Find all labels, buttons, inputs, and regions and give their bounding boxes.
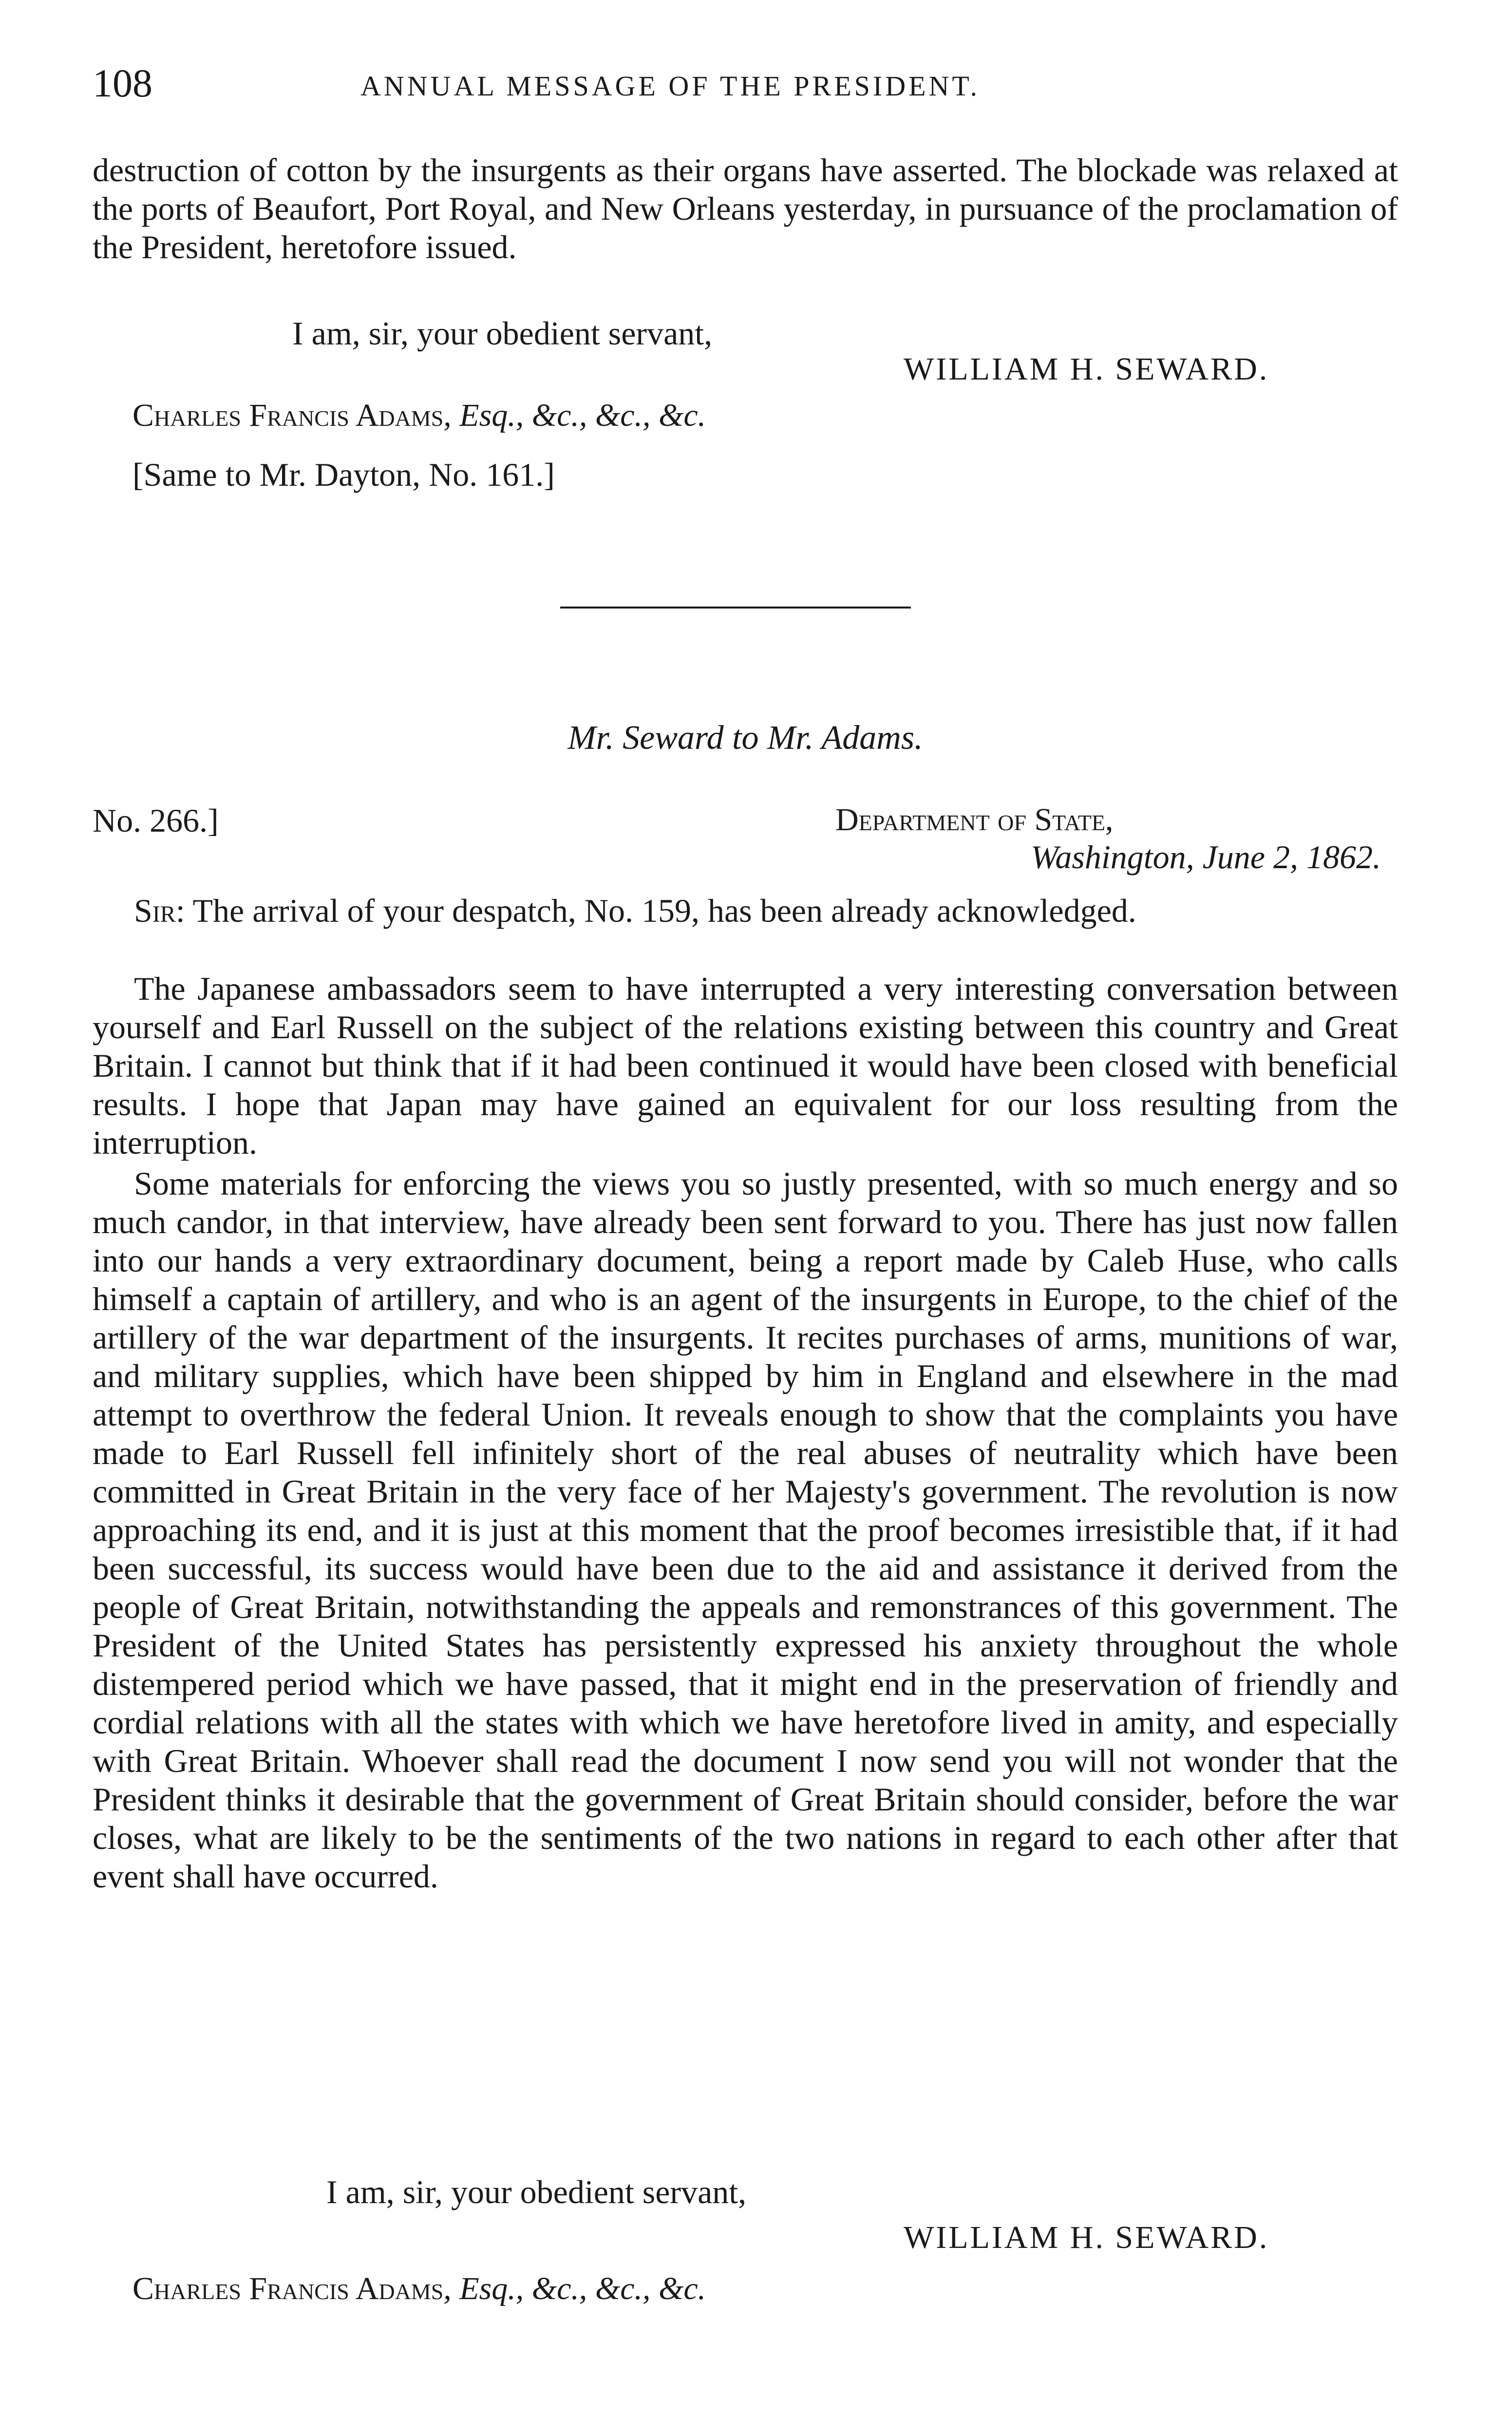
letter-paragraph-2: The Japanese ambassadors seem to have interrupted a very interesting conversation between yourself and Earl Russell on the subject of the relations existing between this country and Great Britain. I cannot but think that if it had been continued it would have been closed with beneficial results. I hope that Japan may have gained an equivalent for our loss resulting from the interruption. <box>93 970 1398 1161</box>
addressee-name: Charles Francis Adams <box>132 2271 444 2306</box>
copy-note: [Same to Mr. Dayton, No. 161.] <box>132 456 555 493</box>
letter-paragraph-1 <box>93 892 1398 930</box>
continuation-paragraph: destruction of cotton by the insurgents as their organs have asserted. The blockade was relaxed at the ports of Beaufort, Port Royal, and New Orleans yesterday, in pursuance of the proclamation of the President, heretofore issued. <box>93 152 1398 266</box>
dateline <box>1031 840 1381 874</box>
letter-title: Mr. Seward to Mr. Adams. <box>567 719 923 757</box>
letter-paragraph-3: Some materials for enforcing the views you so justly presented, with so much energy and so much candor, in that interview, have already been sent forward to you. There has just now fallen into our hands a very extraordinary document, being a report made by Caleb Huse, who calls himself a captain of artillery, and who is an agent of the insurgents in Europe, to the chief of the artillery of the war department of the insurgents. It recites purchases of arms, munitions of war, and military supplies, which have been shipped by him in England and elsewhere in the mad attempt to overthrow the federal Union. It reveals enough to show that the complaints you have made to Earl Russell fell infinitely short of the real abuses of neutrality which have been committed in Great Britain in the very face of her Majesty's government. The revolution is now approaching its end, and it is just at this moment that the proof becomes irresistible that, if it had been successful, its success would have been due to the aid and assistance it derived from the people of Great Britain, notwithstanding the appeals and remonstrances of this government. The President of the United States has persistently expressed his anxiety throughout the whole distempered period which we have passed, that it might end in the preservation of friendly and cordial relations with all the states with which we have heretofore lived in amity, and especially with Great Britain. Whoever shall read the document I now send you will not wonder that the President thinks it desirable that the government of Great Britain should consider, before the war closes, what are likely to be the sentiments of the two nations in regard to each other after that event shall have occurred. <box>93 1165 1398 1895</box>
addressee-line <box>132 2273 706 2305</box>
closing-line: I am, sir, your obedient servant, <box>292 315 713 352</box>
closing-line: I am, sir, your obedient servant, <box>326 2173 747 2210</box>
page-header <box>93 58 1398 112</box>
addressee-suffix: , Esq., &c., &c., &c. <box>443 398 706 433</box>
department-heading: Department of State, <box>835 802 1114 837</box>
addressee-name: Charles Francis Adams <box>132 398 444 433</box>
section-divider <box>560 607 911 609</box>
paragraph-1-text: : The arrival of your despatch, No. 159, has been already acknowledged. <box>175 892 1136 929</box>
addressee-suffix: , Esq., &c., &c., &c. <box>443 2271 706 2306</box>
document-page <box>93 58 1398 2397</box>
running-head: ANNUAL MESSAGE OF THE PRESIDENT. <box>360 70 981 102</box>
signature: WILLIAM H. SEWARD. <box>904 351 1269 387</box>
dateline-place: Washington, <box>1030 838 1194 875</box>
salutation: Sir <box>134 892 176 929</box>
signature: WILLIAM H. SEWARD. <box>904 2220 1269 2255</box>
addressee-line <box>132 400 706 432</box>
dateline-date: June 2, 1862. <box>1194 838 1381 875</box>
despatch-number: No. 266.] <box>93 802 219 839</box>
page-number: 108 <box>93 61 152 105</box>
